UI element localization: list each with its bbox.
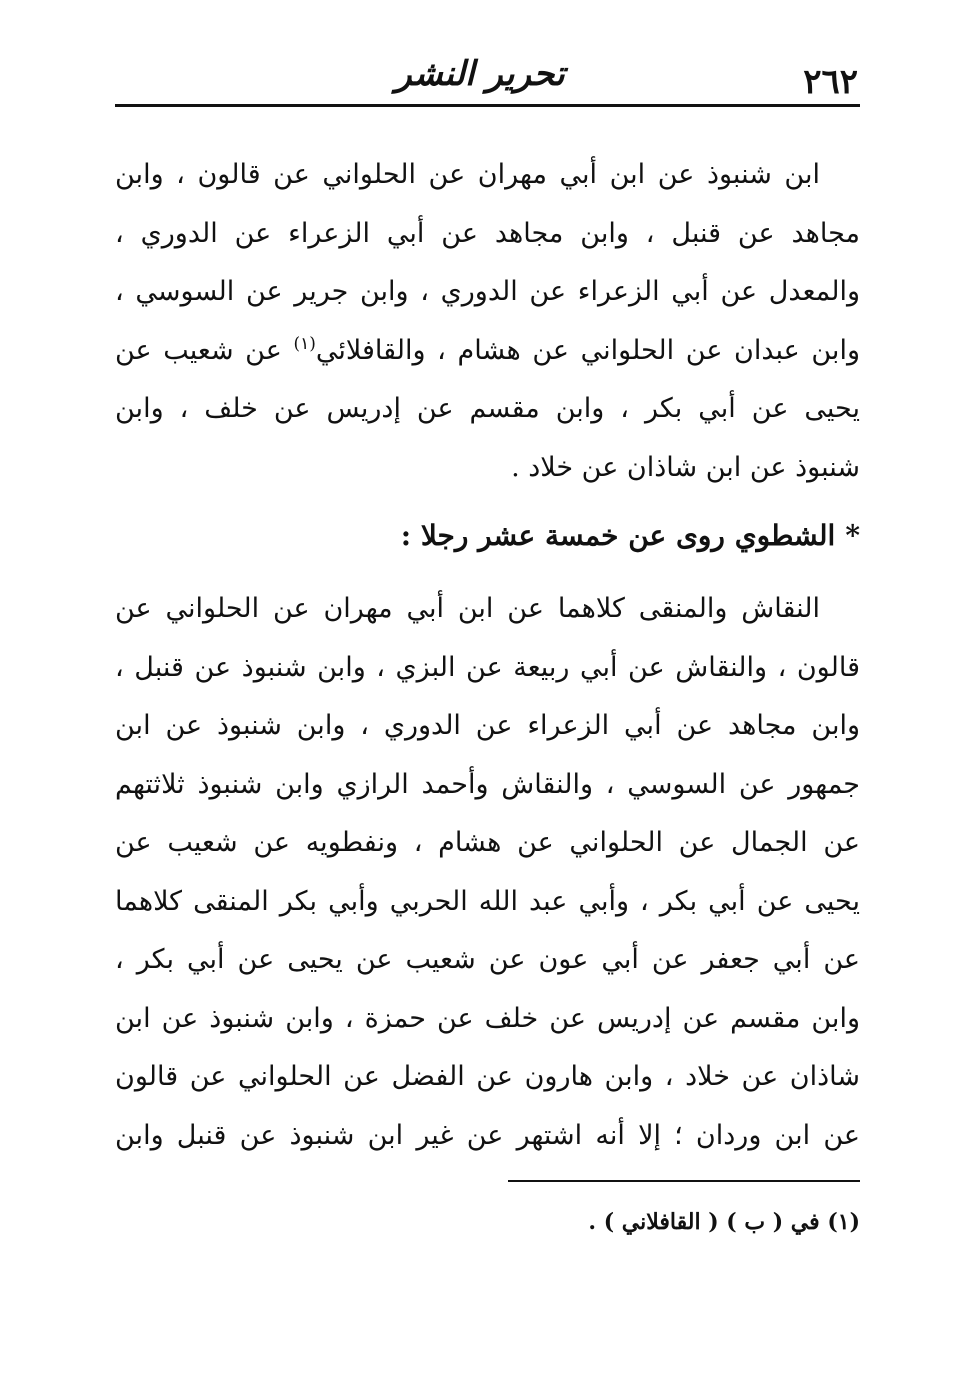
text-line: وابن مقسم عن إدريس عن خلف عن حمزة ، وابن شنبوذ عن ابن — [115, 1002, 860, 1034]
section-heading — [115, 511, 860, 561]
text-line: عن أبي جعفر عن أبي عون عن شعيب عن يحيى عن أبي بكر ، — [115, 944, 860, 975]
text-line: يحيى عن أبي بكر ، وابن مقسم عن إدريس عن خلف ، وابن — [115, 393, 860, 424]
book-title: تحرير النشر — [395, 54, 565, 94]
text-line: شاذان عن خلاد ، وابن هارون عن الفضل عن الحلواني عن قالون — [115, 1061, 860, 1092]
footnote-rule — [508, 1180, 860, 1182]
text-line: قالون ، والنقاش عن أبي ربيعة عن البزي ، وابن شنبوذ عن قنبل ، — [115, 651, 860, 683]
footnote-marker: (١) — [293, 333, 316, 354]
text-segment: عن شعيب عن — [115, 334, 282, 366]
footnote-text: في ( ب ) ( القافلاني ) . — [588, 1209, 820, 1235]
footnote — [400, 1200, 860, 1244]
text-line-with-footnote — [115, 322, 860, 381]
text-line: النقاش والمنقى كلاهما عن ابن أبي مهران عن الحلواني عن — [115, 593, 820, 624]
page-number: ٢٦٢ — [803, 62, 858, 102]
footnote-number: (١) — [827, 1209, 860, 1235]
text-line: والمعدل عن أبي الزعراء عن الدوري ، وابن جرير عن السوسي ، — [115, 276, 860, 307]
text-line: مجاهد عن قنبل ، وابن مجاهد عن أبي الزعراء عن الدوري ، — [115, 217, 860, 249]
text-line: شنبوذ عن ابن شاذان عن خلاد . — [511, 451, 860, 483]
paragraph-2 — [115, 580, 860, 1165]
text-line: ابن شنبوذ عن ابن أبي مهران عن الحلواني عن قالون ، وابن — [115, 159, 820, 190]
paragraph-1 — [115, 146, 860, 497]
text-line: وابن مجاهد عن أبي الزعراء عن الدوري ، وابن شنبوذ عن ابن — [115, 710, 860, 741]
text-line: عن ابن وردان ؛ إلا أنه اشتهر عن غير ابن شنبوذ عن قنبل وابن — [115, 1119, 860, 1151]
star-marker: * — [845, 519, 860, 552]
text-segment: وابن عبدان عن الحلواني عن هشام ، والقافلائي — [315, 334, 860, 366]
text-line: عن الجمال عن الحلواني عن هشام ، ونفطويه عن شعيب عن — [115, 827, 860, 858]
text-line: يحيى عن أبي بكر ، وأبي عبد الله الحربي وأبي بكر المنقى كلاهما — [115, 885, 860, 917]
text-line: جمهور عن السوسي ، والنقاش وأحمد الرازي وابن شنبوذ ثلاثتهم — [115, 768, 860, 800]
header-rule — [115, 104, 860, 107]
section-heading-text: الشطوي روى عن خمسة عشر رجلا : — [400, 519, 836, 552]
